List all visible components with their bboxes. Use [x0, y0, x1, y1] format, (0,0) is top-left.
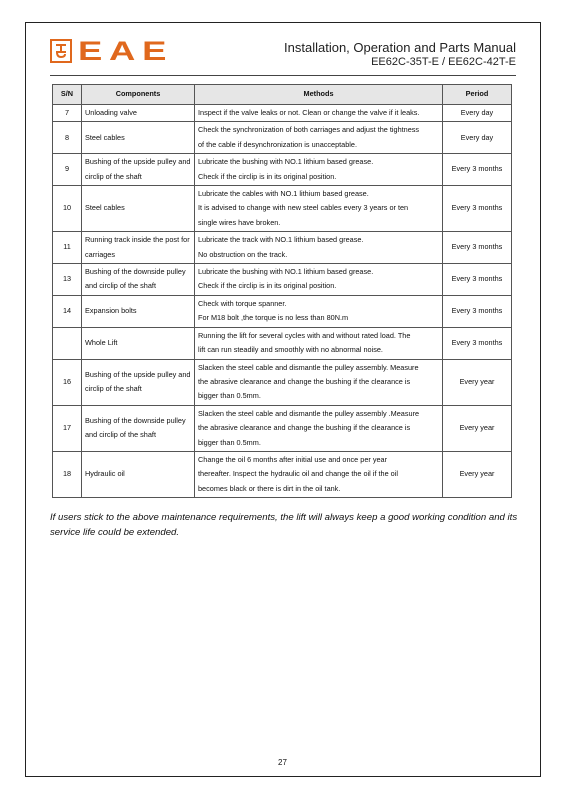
method-line: Slacken the steel cable and dismantle the pulley assembly. Measure: [198, 362, 419, 372]
method-line: Slacken the steel cable and dismantle the pulley assembly .Measure: [198, 408, 420, 418]
method-line: Lubricate the bushing with NO.1 lithium based grease.: [198, 267, 374, 277]
method-line: Change the oil 6 months after initial use and once per year: [198, 454, 388, 464]
page-header: [50, 36, 516, 74]
cell-period: Every 3 months: [443, 327, 512, 359]
method-line: Lubricate the cables with NO.1 lithium based grease.: [198, 189, 369, 199]
method-line: single wires have broken.: [198, 217, 281, 227]
page-number: 27: [278, 758, 287, 767]
cell-component: Bushing of the downside pulley and circlip of the shaft: [82, 264, 195, 296]
cell-methods: [195, 154, 443, 186]
column-header-components: Components: [82, 85, 195, 105]
cell-component: Running track inside the post for carriages: [82, 232, 195, 264]
cell-methods: [195, 295, 443, 327]
logo-text: EAE: [78, 35, 174, 66]
cell-sn: 8: [53, 122, 82, 154]
cell-period: Every year: [443, 405, 512, 451]
cell-methods: [195, 327, 443, 359]
method-line: Check with torque spanner.: [198, 298, 287, 308]
table-body: [53, 105, 512, 498]
method-line: It is advised to change with new steel cables every 3 years or ten: [198, 203, 409, 213]
method-line: thereafter. Inspect the hydraulic oil and change the oil if the oil: [198, 469, 398, 479]
table-row: [53, 154, 512, 186]
header-rule: [50, 75, 516, 76]
method-line: Check if the circlip is in its original position.: [198, 281, 337, 291]
cell-component: Whole Lift: [82, 327, 195, 359]
maintenance-table: [52, 84, 512, 498]
cell-methods: [195, 359, 443, 405]
cell-methods: [195, 451, 443, 497]
logo-mark-icon: [50, 39, 72, 63]
method-line: of the cable if desynchronization is unacceptable.: [198, 139, 358, 149]
cell-component: Bushing of the downside pulley and circlip of the shaft: [82, 405, 195, 451]
method-line: becomes black or there is dirt in the oil tank.: [198, 483, 341, 493]
table-header-row: [53, 85, 512, 105]
cell-sn: 11: [53, 232, 82, 264]
cell-period: Every year: [443, 451, 512, 497]
method-line: Lubricate the track with NO.1 lithium based grease.: [198, 235, 364, 245]
method-line: the abrasive clearance and change the bushing if the clearance is: [198, 376, 411, 386]
cell-sn: 13: [53, 264, 82, 296]
cell-methods: [195, 232, 443, 264]
cell-methods: [195, 105, 443, 122]
table-row: [53, 405, 512, 451]
method-line: Check the synchronization of both carriages and adjust the tightness: [198, 125, 420, 135]
cell-period: Every 3 months: [443, 264, 512, 296]
cell-component: Steel cables: [82, 186, 195, 232]
cell-component: Steel cables: [82, 122, 195, 154]
table-row: [53, 186, 512, 232]
manual-title-block: [284, 40, 516, 70]
cell-component: Hydraulic oil: [82, 451, 195, 497]
cell-sn: [53, 327, 82, 359]
manual-title: Installation, Operation and Parts Manual: [284, 40, 516, 55]
method-line: Check if the circlip is in its original position.: [198, 171, 337, 181]
table-row: [53, 122, 512, 154]
cell-methods: [195, 405, 443, 451]
cell-component: Bushing of the upside pulley and circlip of the shaft: [82, 154, 195, 186]
cell-period: Every 3 months: [443, 295, 512, 327]
model-numbers: EE62C-35T-E / EE62C-42T-E: [371, 56, 516, 68]
table-row: [53, 295, 512, 327]
cell-sn: 10: [53, 186, 82, 232]
cell-methods: [195, 186, 443, 232]
cell-component: Expansion bolts: [82, 295, 195, 327]
table-row: [53, 451, 512, 497]
cell-sn: 7: [53, 105, 82, 122]
cell-component: Unloading valve: [82, 105, 195, 122]
method-line: Running the lift for several cycles with and without rated load. The: [198, 330, 411, 340]
cell-sn: 18: [53, 451, 82, 497]
table-row: [53, 359, 512, 405]
cell-period: Every 3 months: [443, 186, 512, 232]
cell-sn: 17: [53, 405, 82, 451]
column-header-methods: Methods: [195, 85, 443, 105]
method-line: For M18 bolt ,the torque is no less than 80N.m: [198, 313, 349, 323]
method-line: lift can run steadily and smoothly with no abnormal noise.: [198, 345, 383, 355]
cell-methods: [195, 264, 443, 296]
cell-period: Every day: [443, 105, 512, 122]
method-line: Lubricate the bushing with NO.1 lithium based grease.: [198, 157, 374, 167]
table-row: [53, 105, 512, 122]
cell-period: Every 3 months: [443, 154, 512, 186]
cell-sn: 9: [53, 154, 82, 186]
method-line: No obstruction on the track.: [198, 249, 288, 259]
method-line: Inspect if the valve leaks or not. Clean or change the valve if it leaks.: [198, 108, 420, 117]
method-line: bigger than 0.5mm.: [198, 437, 261, 447]
column-header-sn: S/N: [53, 85, 82, 105]
table-row: [53, 232, 512, 264]
table-row: [53, 327, 512, 359]
method-line: bigger than 0.5mm.: [198, 391, 261, 401]
column-header-period: Period: [443, 85, 512, 105]
cell-sn: 16: [53, 359, 82, 405]
maintenance-note: If users stick to the above maintenance requirements, the lift will always keep a good working condition and its service life could be extended.: [50, 512, 518, 538]
cell-period: Every day: [443, 122, 512, 154]
cell-component: Bushing of the upside pulley and circlip of the shaft: [82, 359, 195, 405]
cell-period: Every 3 months: [443, 232, 512, 264]
table-row: [53, 264, 512, 296]
brand-logo: [50, 35, 174, 66]
cell-methods: [195, 122, 443, 154]
cell-sn: 14: [53, 295, 82, 327]
method-line: the abrasive clearance and change the bushing if the clearance is: [198, 423, 411, 433]
cell-period: Every year: [443, 359, 512, 405]
